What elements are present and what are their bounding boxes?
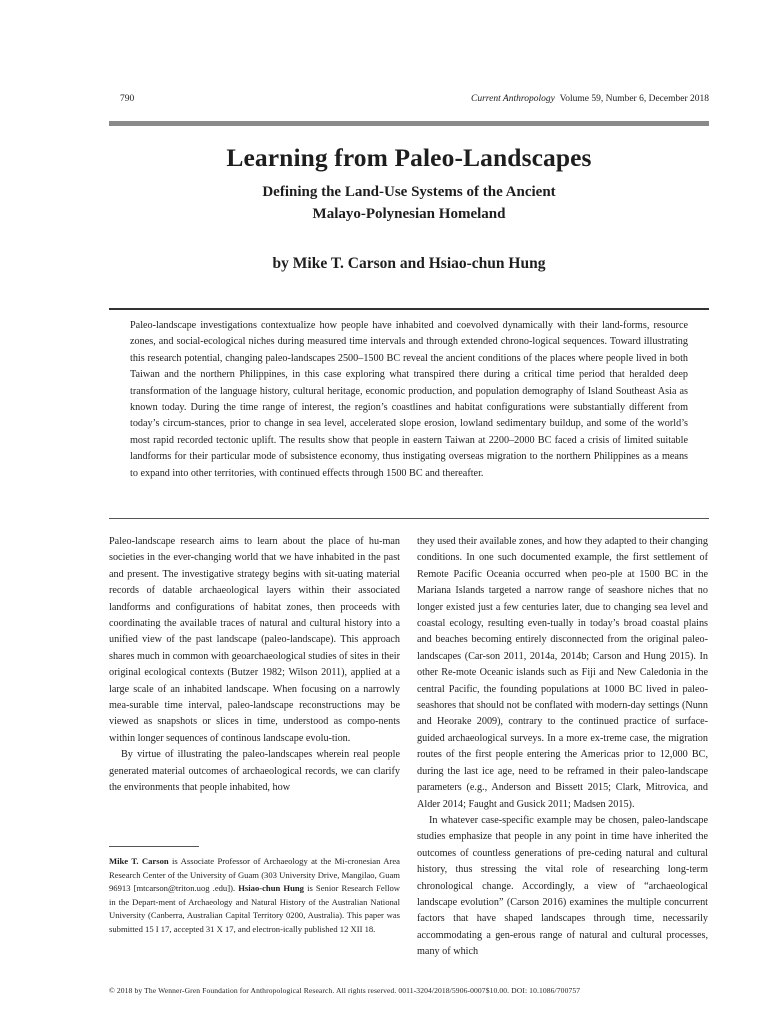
page-number: 790 (120, 94, 135, 104)
subtitle-line: Defining the Land-Use Systems of the Ancient (262, 184, 556, 200)
body-paragraph: Paleo-landscape research aims to learn about the place of hu-man societies in the ever-changing world that we have inhabited in the past and present. The investigative strategy begins with sit-uating material records of datable archaeological layers within their associated landforms and configurations of habitat zones, then proceeds with coordinating the available traces of natural and cultural history into a unified view of the past landscape (paleo-landscape). This approach shares much in common with geoarchaeological studies of sites in their original ecological contexts (Butzer 1982; Wilson 2011), applied at a large scale of an inhabited landscape. When focusing on a narrowly mea-surable time interval, paleo-landscape reconstructions may be viewed as snapshots or slices in time, understood as compo-nents within longer sequences of continous landscape evolu-tion. (109, 536, 400, 744)
article-subtitle (109, 181, 709, 225)
journal-name: Current Anthropology (470, 94, 555, 104)
copyright-line: © 2018 by The Wenner-Gren Foundation for Anthropological Research. All rights reserved. 0011-3204/2018/5906-0007$10.00. DOI: 10.1086/700757 (109, 986, 581, 995)
header-rule (109, 121, 709, 126)
author-name: Hsiao-chun Hung (238, 883, 304, 893)
body-paragraph: By virtue of illustrating the paleo-landscapes wherein real people generated material outcomes of archaeological records, we can clarify the environments that people inhabited, how (109, 749, 400, 794)
abstract-text: Paleo-landscape investigations contextualize how people have inhabited and coevolved dynamically with their land-forms, resource zones, and social-ecological niches during measured time intervals and through extended chrono-logical sequences. Toward illustrating this research potential, changing paleo-landscapes 2500–1500 BC reveal the ancient conditions of the places where people lived in both Taiwan and the northern Philippines, in this case exploring what transpired there during a critical time period that heralded deep transformation of the language history, cultural heritage, economic production, and population demography of Island Southeast Asia as known today. During the time range of interest, the region’s coastlines and habitat configurations were substantially different from today’s circum-stances, prior to change in sea level, accelerated slope erosion, lowland sedimentary buildup, and some of the world’s most rapid recorded tectonic uplift. The results show that people in eastern Taiwan at 2200–2000 BC faced a crisis of limited suitable landforms for their particular mode of subsistence economy, thus instigating overseas migration to the northern Philippines as a means to expand into other territories, with continued effects through 1500 BC and thereafter. (130, 320, 688, 479)
abstract-bottom-rule (109, 518, 709, 519)
body-paragraph: In whatever case-specific example may be chosen, paleo-landscape studies emphasize that people in any point in time have inherited the outcomes of countless generations of pre-ceding natural and cultural history, thus stressing the vital role of researching long-term chronological change. Accordingly, a view of “archaeological landscape evolution” (Carson 2016) examines the multiple concurrent factors that have shaped landscapes through time, necessarily accommodating a gen-erous range of natural and cultural processes, many of which (417, 814, 708, 958)
author-bio: is Senior Research Fellow in the Depart-ment of Archaeology and Natural History of the Australian National University (Canberra, Australian Capital Territory 0200, Australia). This paper was submitted 15 I 17, accepted 31 X 17, and electron-ically published 12 XII 18. (109, 883, 400, 934)
running-header (120, 94, 709, 108)
body-column-right (417, 534, 708, 961)
body-paragraph: they used their available zones, and how they adapted to their changing conditions. In one such documented example, the first settlement of Remote Pacific Oceania occurred when peo-ple at 1500 BC in the Mariana Islands targeted a narrow range of seashore niches that no longer existed just a few centuries later, due to changing sea level and coastal ecology, resulting even-tually in today’s broad coastal plains and beaches becoming entirely disconnected from the original paleo-landscapes (Car-son 2011, 2014a, 2014b; Carson and Hung 2015). In other Re-mote Oceanic islands such as Fiji and New Caledonia in the central Pacific, the founding populations at 1000 BC lived in paleo-seashores that should not be conflated with modern-day settings (Nunn and Heorake 2009), contrary to the continued practice of surface-guided archaeological surveys. In a more ex-treme case, the migration routes of the first people entering the Americas prior to 12,000 BC, during the last ice age, need to be reframed in their paleo-landscape parameters (e.g., Anderson and Bissett 2015; Clark, Mitrovica, and Alder 2014; Faught and Gusick 2011; Madsen 2015). (417, 536, 708, 810)
abstract-top-rule (109, 308, 709, 310)
issue-info: Volume 59, Number 6, December 2018 (559, 94, 709, 104)
author-bio: is Associate Professor of Archaeology at the Mi-cronesian Area Research Center of the University of Guam (303 University Drive, Mangilao, Guam 96913 [mtcarson@triton.uog .edu]). (109, 856, 400, 893)
journal-citation (471, 94, 709, 104)
footnote-rule (109, 846, 199, 847)
body-column-left (109, 534, 400, 797)
article-title: Learning from Paleo-Landscapes (226, 143, 592, 172)
author-footnote (109, 855, 400, 936)
article-authors: by Mike T. Carson and Hsiao-chun Hung (272, 255, 546, 272)
author-name: Mike T. Carson (109, 856, 169, 866)
subtitle-line: Malayo-Polynesian Homeland (312, 206, 506, 222)
